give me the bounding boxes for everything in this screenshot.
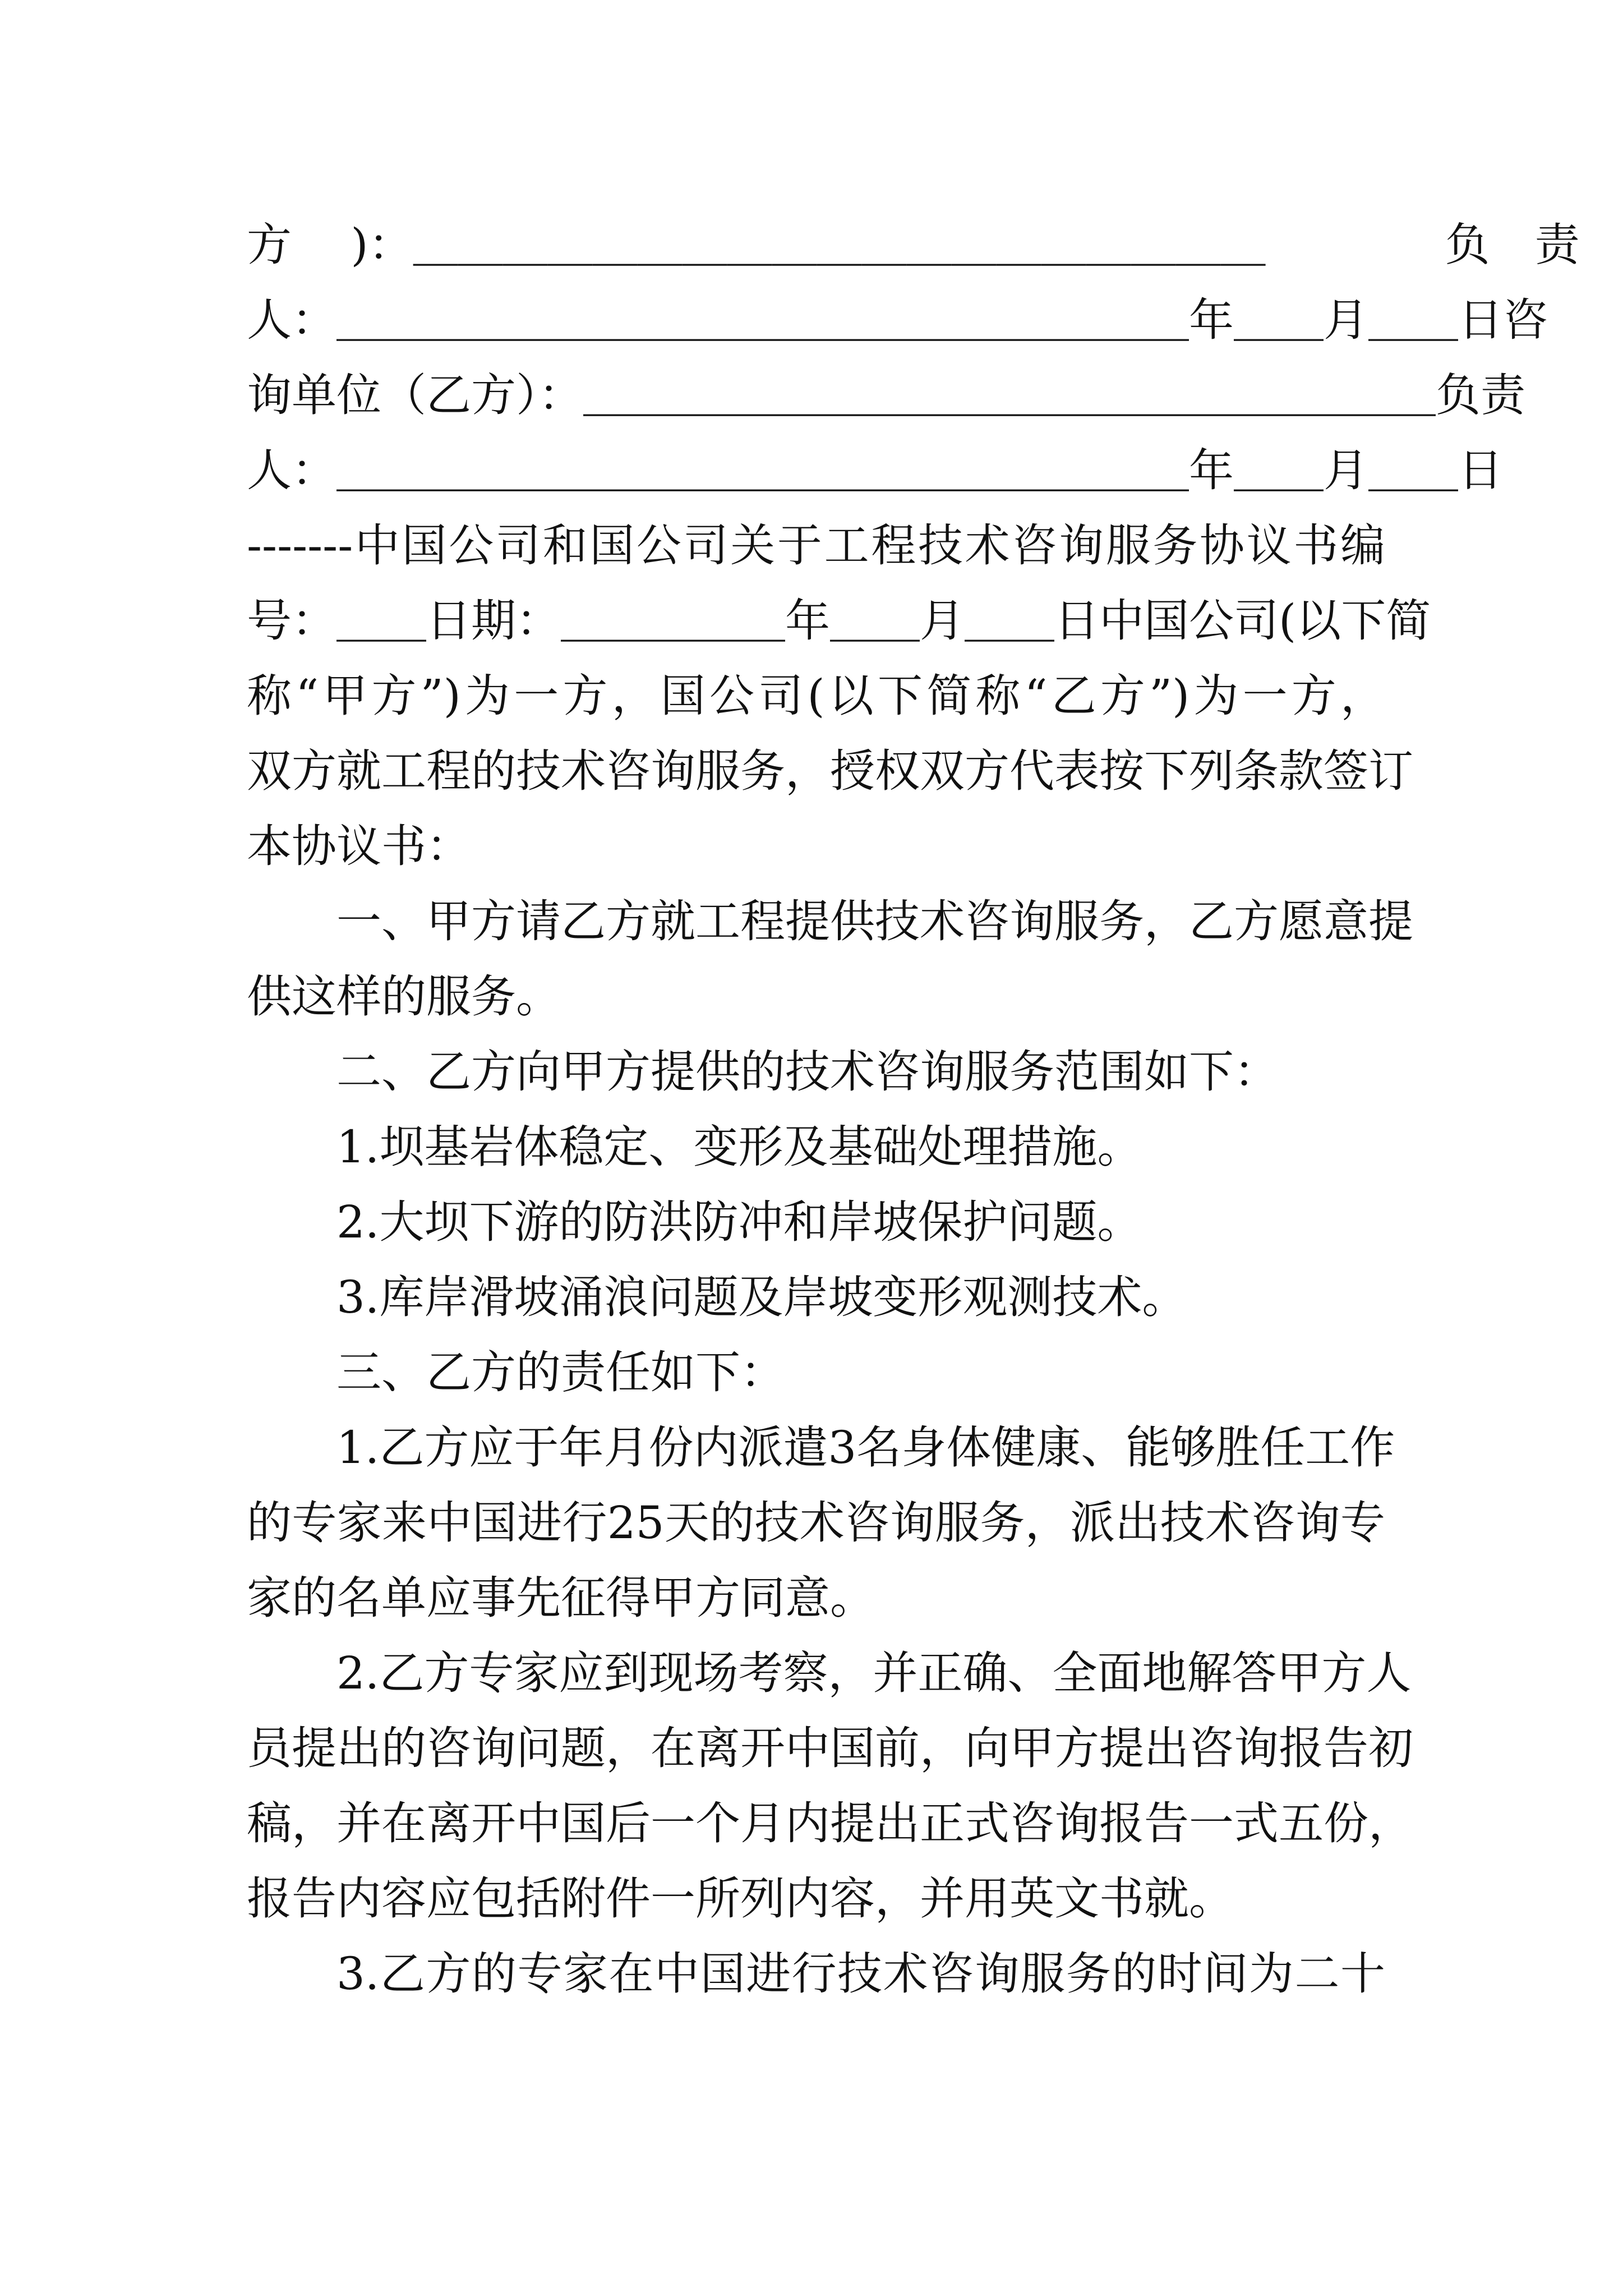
text-line: 询单位（乙方）：＿＿＿＿＿＿＿＿＿＿＿＿＿＿＿＿＿＿＿负责 — [247, 369, 1525, 421]
text-line: 稿，并在离开中国后一个月内提出正式咨询报告一式五份， — [247, 1797, 1413, 1849]
text-line: 双方就工程的技术咨询服务，授权双方代表按下列条款签订 — [247, 745, 1413, 797]
text-line: 供这样的服务。 — [247, 970, 561, 1023]
text-line: 2.乙方专家应到现场考察，并正确、全面地解答甲方人 — [336, 1647, 1412, 1699]
text-line: 员提出的咨询问题，在离开中国前，向甲方提出咨询报告初 — [247, 1722, 1413, 1774]
text-line: -------中国公司和国公司关于工程技术咨询服务协议书编 — [247, 519, 1385, 572]
text-line: 3.乙方的专家在中国进行技术咨询服务的时间为二十 — [336, 1948, 1385, 2000]
text-line: 号：＿＿日期：＿＿＿＿＿年＿＿月＿＿日中国公司(以下简 — [247, 595, 1431, 647]
text-line: 一、甲方请乙方就工程提供技术咨询服务，乙方愿意提 — [336, 895, 1413, 947]
text-line: 家的名单应事先征得甲方同意。 — [247, 1572, 875, 1624]
text-line: 人：＿＿＿＿＿＿＿＿＿＿＿＿＿＿＿＿＿＿＿年＿＿月＿＿日咨 — [247, 294, 1548, 346]
text-line: 1.坝基岩体稳定、变形及基础处理措施。 — [336, 1121, 1142, 1173]
text-line: 3.库岸滑坡涌浪问题及岸坡变形观测技术。 — [336, 1271, 1187, 1323]
text-line: 报告内容应包括附件一所列内容，并用英文书就。 — [247, 1872, 1234, 1925]
text-line: 三、乙方的责任如下： — [336, 1346, 785, 1398]
text-line: 1.乙方应于年月份内派遣3名身体健康、能够胜任工作 — [336, 1421, 1395, 1474]
text-line: 人：＿＿＿＿＿＿＿＿＿＿＿＿＿＿＿＿＿＿＿年＿＿月＿＿日 — [247, 444, 1503, 496]
text-line: 本协议书： — [247, 820, 471, 872]
text-line: 方 )：＿＿＿＿＿＿＿＿＿＿＿＿＿＿＿＿＿＿＿ 负 责 — [247, 219, 1580, 271]
text-line: 的专家来中国进行25天的技术咨询服务，派出技术咨询专 — [247, 1497, 1385, 1549]
text-line: 2.大坝下游的防洪防冲和岸坡保护问题。 — [336, 1196, 1142, 1248]
text-line: 二、乙方向甲方提供的技术咨询服务范围如下： — [336, 1046, 1279, 1098]
text-line: 称“甲方”)为一方，国公司(以下简称“乙方”)为一方， — [247, 670, 1385, 722]
